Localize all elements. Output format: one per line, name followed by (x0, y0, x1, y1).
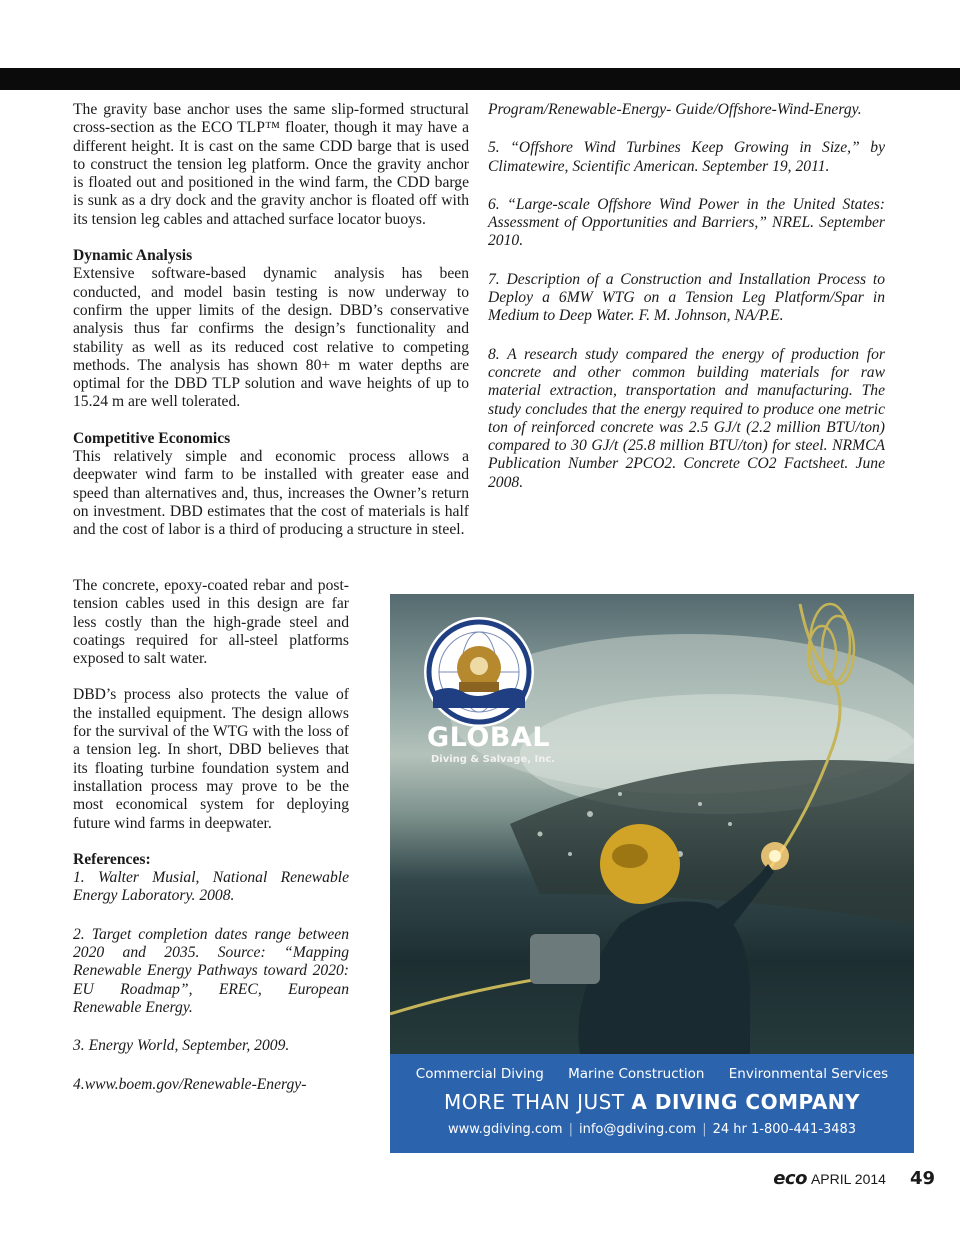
magazine-name: eco (773, 1168, 807, 1189)
dynamic-analysis-paragraph: Extensive software-based dynamic analysis has been conducted, and model basin testing is now underway to confirm the upper limits of the design. DBD’s conservative analysis thus far confirms the design’s functionality and stability as well as its reduced cost relative to competing methods. The analysis has shown 80+ m water depths are optimal for the DBD TLP solution and wave heights of up to 15.24 m are well tolerated. (73, 265, 469, 411)
service-marine-construction: Marine Construction (568, 1066, 705, 1082)
services-list (390, 1066, 914, 1082)
slogan-prefix: MORE THAN JUST (443, 1090, 632, 1114)
dynamic-analysis-heading: Dynamic Analysis (73, 247, 193, 265)
competitive-economics-heading: Competitive Economics (73, 429, 231, 447)
global-diving-advertisement[interactable] (390, 594, 914, 1153)
service-commercial-diving: Commercial Diving (415, 1066, 544, 1082)
article-column-left-lower (73, 577, 349, 1094)
ad-phone: 24 hr 1-800-441-3483 (712, 1122, 857, 1137)
service-environmental: Environmental Services (728, 1066, 889, 1082)
article-column-left (73, 101, 469, 540)
reference-5: 5. “Offshore Wind Turbines Keep Growing in Size,” by Climatewire, Scientific American. September 19, 2011. (488, 139, 885, 175)
issue-date: APRIL 2014 (810, 1171, 886, 1187)
references-heading: References: (73, 850, 151, 868)
ad-email-link[interactable]: info@gdiving.com (579, 1122, 697, 1137)
reference-8: 8. A research study compared the energy of production for concrete and other common building materials for raw material extraction, transportation and manufacturing. The study concludes that the energy required to produce one metric ton of reinforced concrete was 2.5 GJ/t (2.2 million BTU/ton) compared to 30 GJ/t (25.8 million BTU/ton) for steel. NRMCA Publication Number 2PCO2. Concrete CO2 Factsheet. June 2008. (488, 345, 885, 491)
logo-company-subtitle: Diving & Salvage, Inc. (431, 754, 556, 765)
reference-4: 4.www.boem.gov/Renewable-Energy- (73, 1075, 307, 1093)
reference-1: 1. Walter Musial, National Renewable Energy Laboratory. 2008. (73, 869, 349, 905)
process-paragraph: DBD’s process also protects the value of the installed equipment. The design allows for the survival of the WTG with the loss of a tension leg. In short, DBD believes that its floating turbine foundation system and installation process may prove to be the most economical system for deploying future wind farms in deepwater. (73, 686, 349, 832)
logo-company-name: GLOBAL (427, 722, 551, 753)
reference-6: 6. “Large-scale Offshore Wind Power in the United States: Assessment of Opportunities and Barriers,” NREL. September 2010. (488, 195, 885, 250)
slogan-emphasis: A DIVING COMPANY (631, 1090, 861, 1114)
ad-website-link[interactable]: www.gdiving.com (447, 1122, 563, 1137)
article-column-right (488, 101, 885, 512)
header-bar (0, 68, 960, 90)
ad-slogan (390, 1090, 914, 1114)
competitive-economics-paragraph: This relatively simple and economic process allows a deepwater wind farm to be installed with greater ease and speed than alternatives and, thus, increases the Owner’s return on investment. DBD estimates that the cost of materials is half and the cost of labor is a third of producing a structure in steel. (73, 448, 469, 539)
reference-4-continued: Program/Renewable-Energy- Guide/Offshore-Wind-Energy. (488, 101, 862, 118)
reference-2: 2. Target completion dates range between 2020 and 2035. Source: “Mapping Renewable Energy Pathways toward 2020: EU Roadmap”, EREC, European Renewable Energy. (73, 925, 349, 1016)
page-footer (773, 1168, 935, 1190)
ad-contact-line: www.gdiving.com | info@gdiving.com | 24 hr 1-800-441-3483 (447, 1122, 857, 1137)
reference-7: 7. Description of a Construction and Installation Process to Deploy a 6MW WTG on a Tension Leg Platform/Spar in Medium to Deep Water. F. M. Johnson, NA/P.E. (488, 270, 885, 325)
concrete-paragraph: The concrete, epoxy-coated rebar and post-tension cables used in this design are far less costly than the high-grade steel and coatings required for all-steel platforms exposed to salt water. (73, 577, 349, 668)
ad-contact-band (390, 1054, 914, 1153)
page-number: 49 (909, 1168, 935, 1189)
global-diving-logo (423, 616, 535, 728)
reference-3: 3. Energy World, September, 2009. (73, 1037, 290, 1055)
intro-paragraph: The gravity base anchor uses the same slip-formed structural cross-section as the ECO TLP™ floater, though it may have a different height. It is cast on the same CDD barge that is used to construct the tension leg platform. Once the gravity anchor is floated out and positioned in the wind farm, the CDD barge is sunk as a dry dock and the gravity anchor is floated off with its tension leg cables and attached surface locator buoys. (73, 101, 469, 228)
